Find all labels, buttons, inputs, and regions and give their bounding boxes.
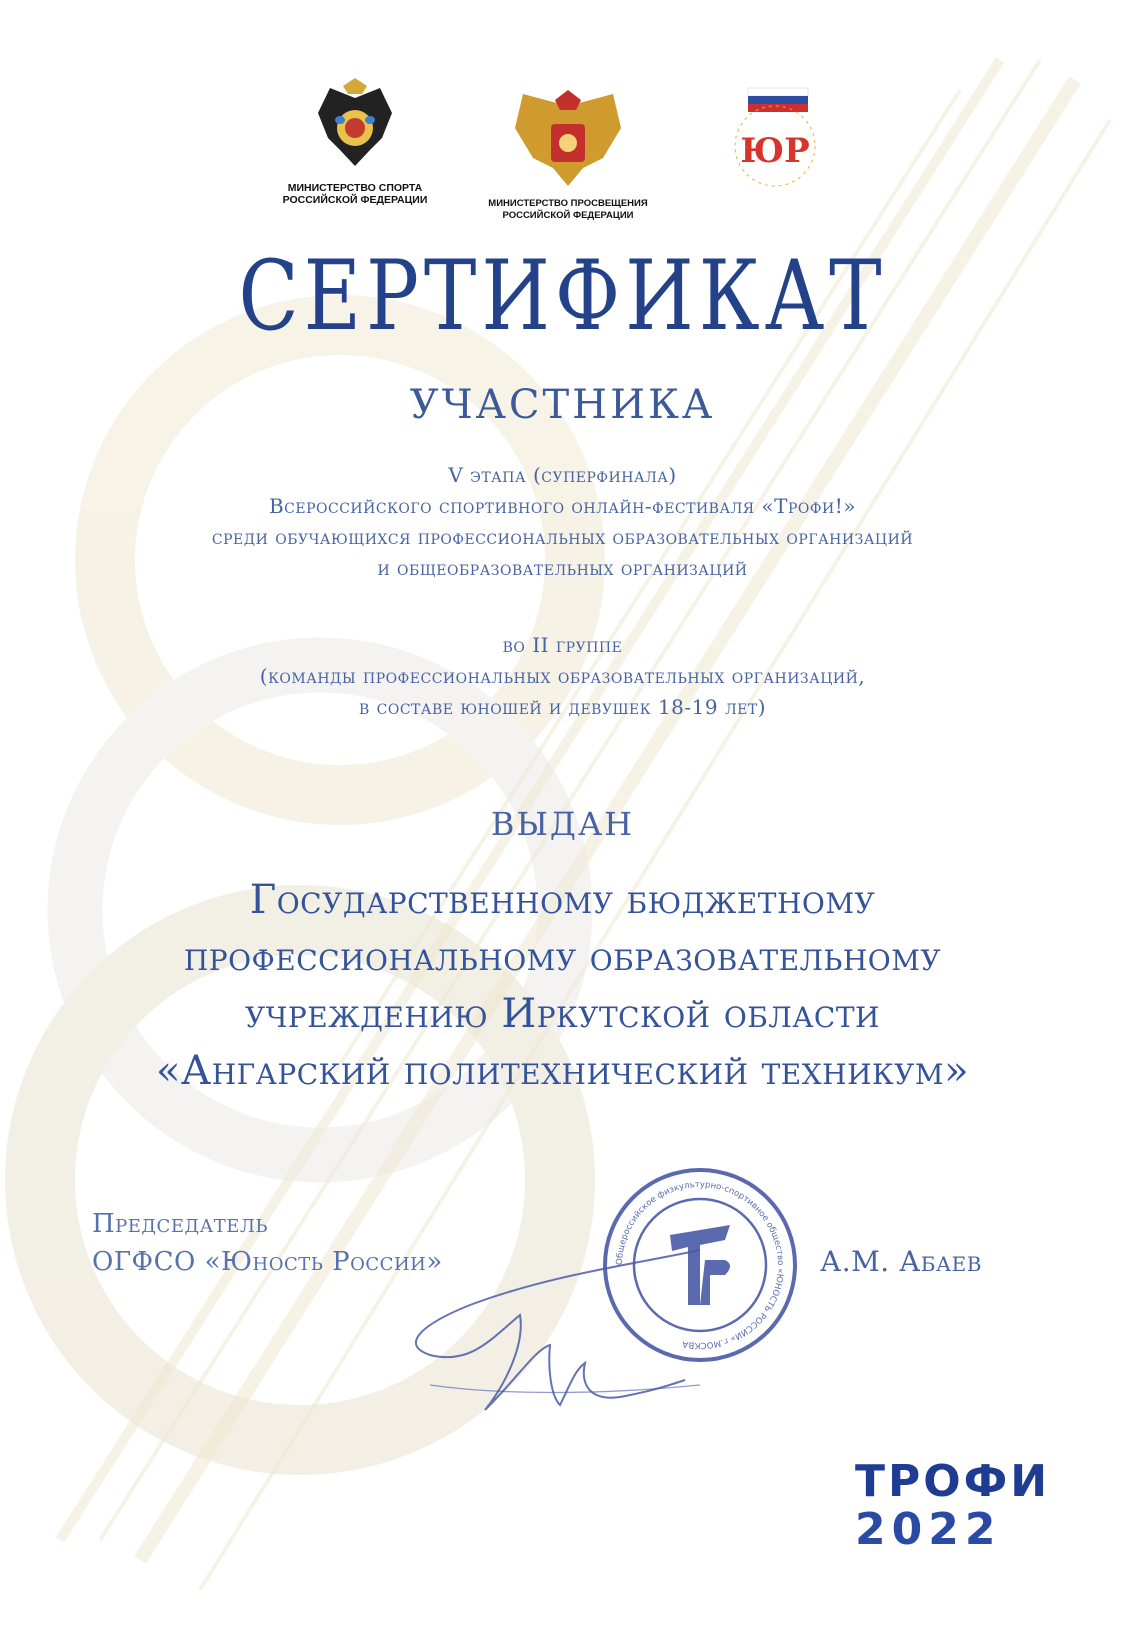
group-line: (команды профессиональных образовательных организаций, [259,664,866,688]
sport-ministry-caption: МИНИСТЕРСТВО СПОРТА РОССИЙСКОЙ ФЕДЕРАЦИИ [282,182,428,206]
youth-of-russia-logo [720,84,830,218]
stage-line: и общеобразовательных организаций [377,556,748,580]
certificate-subtitle: УЧАСТНИКА [409,382,716,428]
sport-ministry-logo [280,78,430,206]
education-ministry-logo [488,88,648,222]
handwritten-signature [400,1245,720,1420]
stamp-text: Общероссийское физкультурно-спортивное общество «ЮНОСТЬ РОССИИ» г.МОСКВА [614,1179,786,1351]
group-line: во II группе [502,633,623,657]
stage-line: Всероссийского спортивного онлайн-фестиваля «Трофи!» [268,494,856,518]
group-description [0,630,1125,723]
recipient-name [0,872,1125,1100]
issued-label: ВЫДАН [490,805,635,843]
recipient-line: «Ангарский политехнический техникум» [155,1048,970,1094]
eagle-crest-icon [513,88,623,192]
recipient-line: профессиональному образовательному [183,934,942,980]
youth-of-russia-emblem-icon [720,84,830,214]
eagle-emblem-icon [310,78,400,178]
signer-position [92,1205,443,1281]
education-ministry-caption: МИНИСТЕРСТВО ПРОСВЕЩЕНИЯ РОССИЙСКОЙ ФЕДЕРАЦИИ [488,198,648,221]
stage-line: V этапа (суперфинала) [448,463,677,487]
certificate-title: СЕРТИФИКАТ [238,240,887,352]
group-line: в составе юношей и девушек 18-19 лет) [358,695,767,719]
signer-name: А.М. Абаев [820,1245,982,1278]
stage-line: среди обучающихся профессиональных образовательных организаций [211,525,914,549]
recipient-line: учреждению Иркутской области [245,991,880,1037]
youth-logo-letters: ЮР [740,131,810,171]
trofi-logo [855,1458,1050,1554]
trofi-brand-name: ТРОФИ [855,1456,1051,1507]
trofi-brand-year: 2022 [855,1504,1002,1555]
stage-description [0,460,1125,584]
signer-position-line: ОГФСО «Юность России» [92,1247,443,1277]
signer-position-line: Председатель [92,1209,269,1239]
recipient-line: Государственному бюджетному [249,877,876,923]
